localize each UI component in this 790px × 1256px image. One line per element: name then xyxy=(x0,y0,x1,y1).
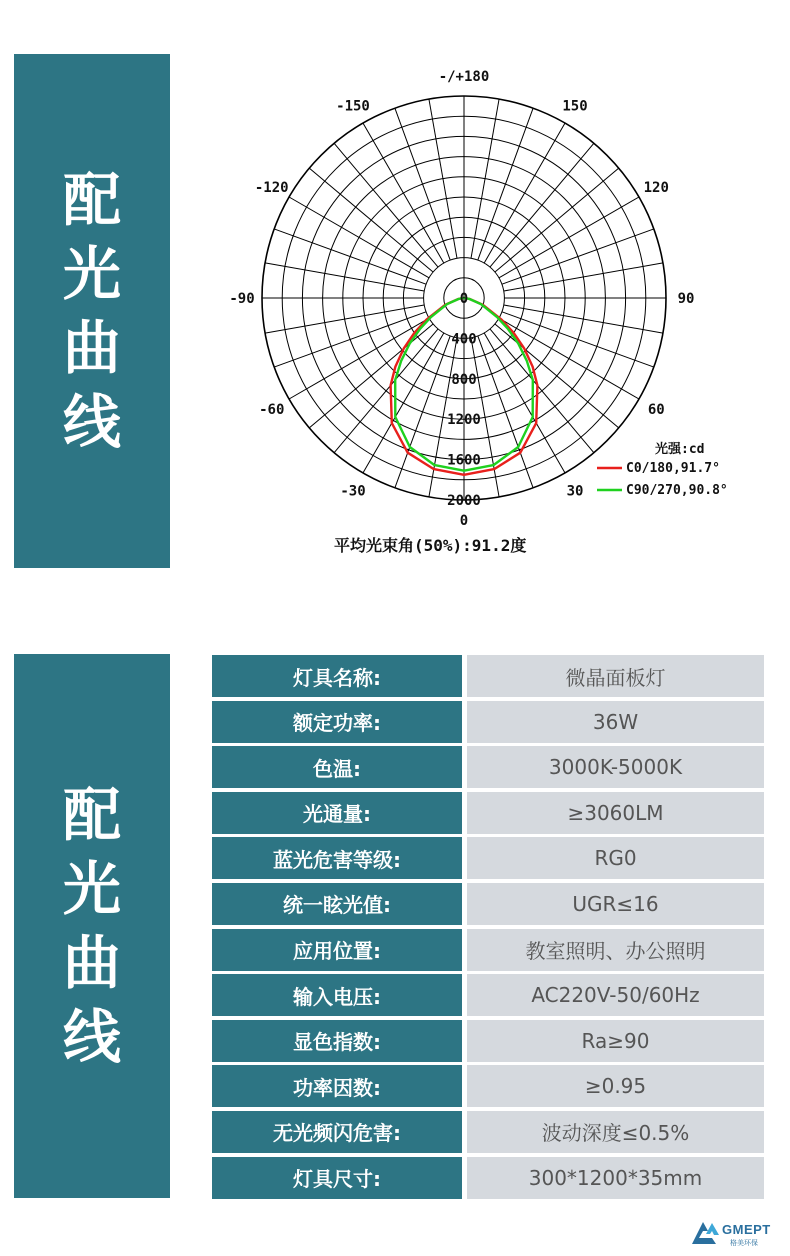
angle-label: -90 xyxy=(229,291,255,307)
grid-spoke xyxy=(499,318,639,399)
spec-row xyxy=(212,701,764,743)
brand-logo xyxy=(690,1218,784,1248)
grid-spoke xyxy=(309,168,433,272)
chart-caption: 平均光束角(50%):91.2度 xyxy=(334,536,527,555)
spec-table xyxy=(212,655,764,1202)
spec-value: 教室照明、办公照明 xyxy=(467,929,764,971)
angle-label: -30 xyxy=(340,483,366,500)
spec-value: 波动深度≤0.5% xyxy=(467,1111,764,1153)
spec-value: 36W xyxy=(467,701,764,743)
grid-spoke xyxy=(363,123,444,263)
brand-sub: 格美环保 xyxy=(730,1239,758,1247)
spec-label: 功率因数: xyxy=(212,1065,462,1107)
spec-row xyxy=(212,974,764,1016)
gmept-logo-icon xyxy=(690,1220,720,1246)
grid-spoke xyxy=(484,123,565,263)
grid-spoke xyxy=(309,324,433,428)
angle-label: 30 xyxy=(566,483,584,500)
angle-label: -60 xyxy=(259,402,285,418)
spec-value: RG0 xyxy=(467,837,764,879)
chart-legend xyxy=(597,441,728,498)
spec-row xyxy=(212,655,764,697)
section-panel-bottom xyxy=(14,654,170,1198)
spec-label: 光通量: xyxy=(212,792,462,834)
spec-value: AC220V-50/60Hz xyxy=(467,974,764,1016)
spec-label: 额定功率: xyxy=(212,701,462,743)
grid-spoke xyxy=(265,263,424,291)
grid-spoke xyxy=(502,229,654,284)
spec-row xyxy=(212,1111,764,1153)
grid-spoke xyxy=(289,197,429,278)
grid-spoke xyxy=(490,143,594,267)
spec-row xyxy=(212,883,764,925)
angle-label: -/+180 xyxy=(438,69,490,85)
spec-value: 微晶面板灯 xyxy=(467,655,764,697)
grid-spoke xyxy=(495,324,619,428)
spec-row xyxy=(212,929,764,971)
grid-spoke xyxy=(504,305,663,333)
angle-label: 60 xyxy=(647,402,665,418)
spec-label: 应用位置: xyxy=(212,929,462,971)
spec-label: 色温: xyxy=(212,746,462,788)
radial-label: 2000 xyxy=(447,493,481,509)
radial-label: 0 xyxy=(459,291,469,307)
grid-spoke xyxy=(471,99,499,258)
grid-spoke xyxy=(289,318,429,399)
section-panel-top xyxy=(14,54,170,568)
spec-label: 灯具尺寸: xyxy=(212,1157,462,1199)
brand-name: GMEPT xyxy=(722,1222,771,1237)
spec-label: 灯具名称: xyxy=(212,655,462,697)
polar-chart xyxy=(200,60,790,570)
spec-label: 输入电压: xyxy=(212,974,462,1016)
grid-spoke xyxy=(495,168,619,272)
legend-title: 光强:cd xyxy=(655,442,705,457)
spec-row xyxy=(212,1065,764,1107)
spec-label: 蓝光危害等级: xyxy=(212,837,462,879)
spec-value: Ra≥90 xyxy=(467,1020,764,1062)
spec-label: 无光频闪危害: xyxy=(212,1111,462,1153)
section-title-top: 配光曲线 xyxy=(62,166,121,456)
grid-spoke xyxy=(334,329,438,453)
section-title-bottom: 配光曲线 xyxy=(62,781,121,1071)
grid-spoke xyxy=(274,229,426,284)
radial-label: 800 xyxy=(451,371,477,388)
spec-row xyxy=(212,1157,764,1199)
angle-label: 150 xyxy=(562,98,588,115)
angle-label: 0 xyxy=(459,513,469,529)
angle-label: -150 xyxy=(336,98,370,115)
angle-label: -120 xyxy=(254,180,289,196)
grid-spoke xyxy=(334,143,438,267)
grid-spoke xyxy=(265,305,424,333)
spec-value: UGR≤16 xyxy=(467,883,764,925)
radial-label: 1200 xyxy=(447,412,481,429)
legend-entry: C0/180,91.7° xyxy=(626,461,720,476)
polar-labels xyxy=(229,69,694,529)
spec-label: 显色指数: xyxy=(212,1020,462,1062)
grid-spoke xyxy=(395,108,450,260)
spec-value: 300*1200*35mm xyxy=(467,1157,764,1199)
spec-value: 3000K-5000K xyxy=(467,746,764,788)
spec-value: ≥0.95 xyxy=(467,1065,764,1107)
angle-label: 120 xyxy=(643,180,669,196)
spec-row xyxy=(212,746,764,788)
spec-label: 统一眩光值: xyxy=(212,883,462,925)
spec-row xyxy=(212,792,764,834)
grid-spoke xyxy=(429,99,457,258)
spec-row xyxy=(212,837,764,879)
radial-label: 1600 xyxy=(447,452,481,469)
grid-spoke xyxy=(490,329,594,453)
angle-label: 90 xyxy=(677,291,695,307)
radial-label: 400 xyxy=(451,331,477,348)
grid-spoke xyxy=(499,197,639,278)
legend-entry: C90/270,90.8° xyxy=(626,483,728,498)
grid-spoke xyxy=(478,108,533,260)
spec-value: ≥3060LM xyxy=(467,792,764,834)
grid-spoke xyxy=(504,263,663,291)
spec-row xyxy=(212,1020,764,1062)
